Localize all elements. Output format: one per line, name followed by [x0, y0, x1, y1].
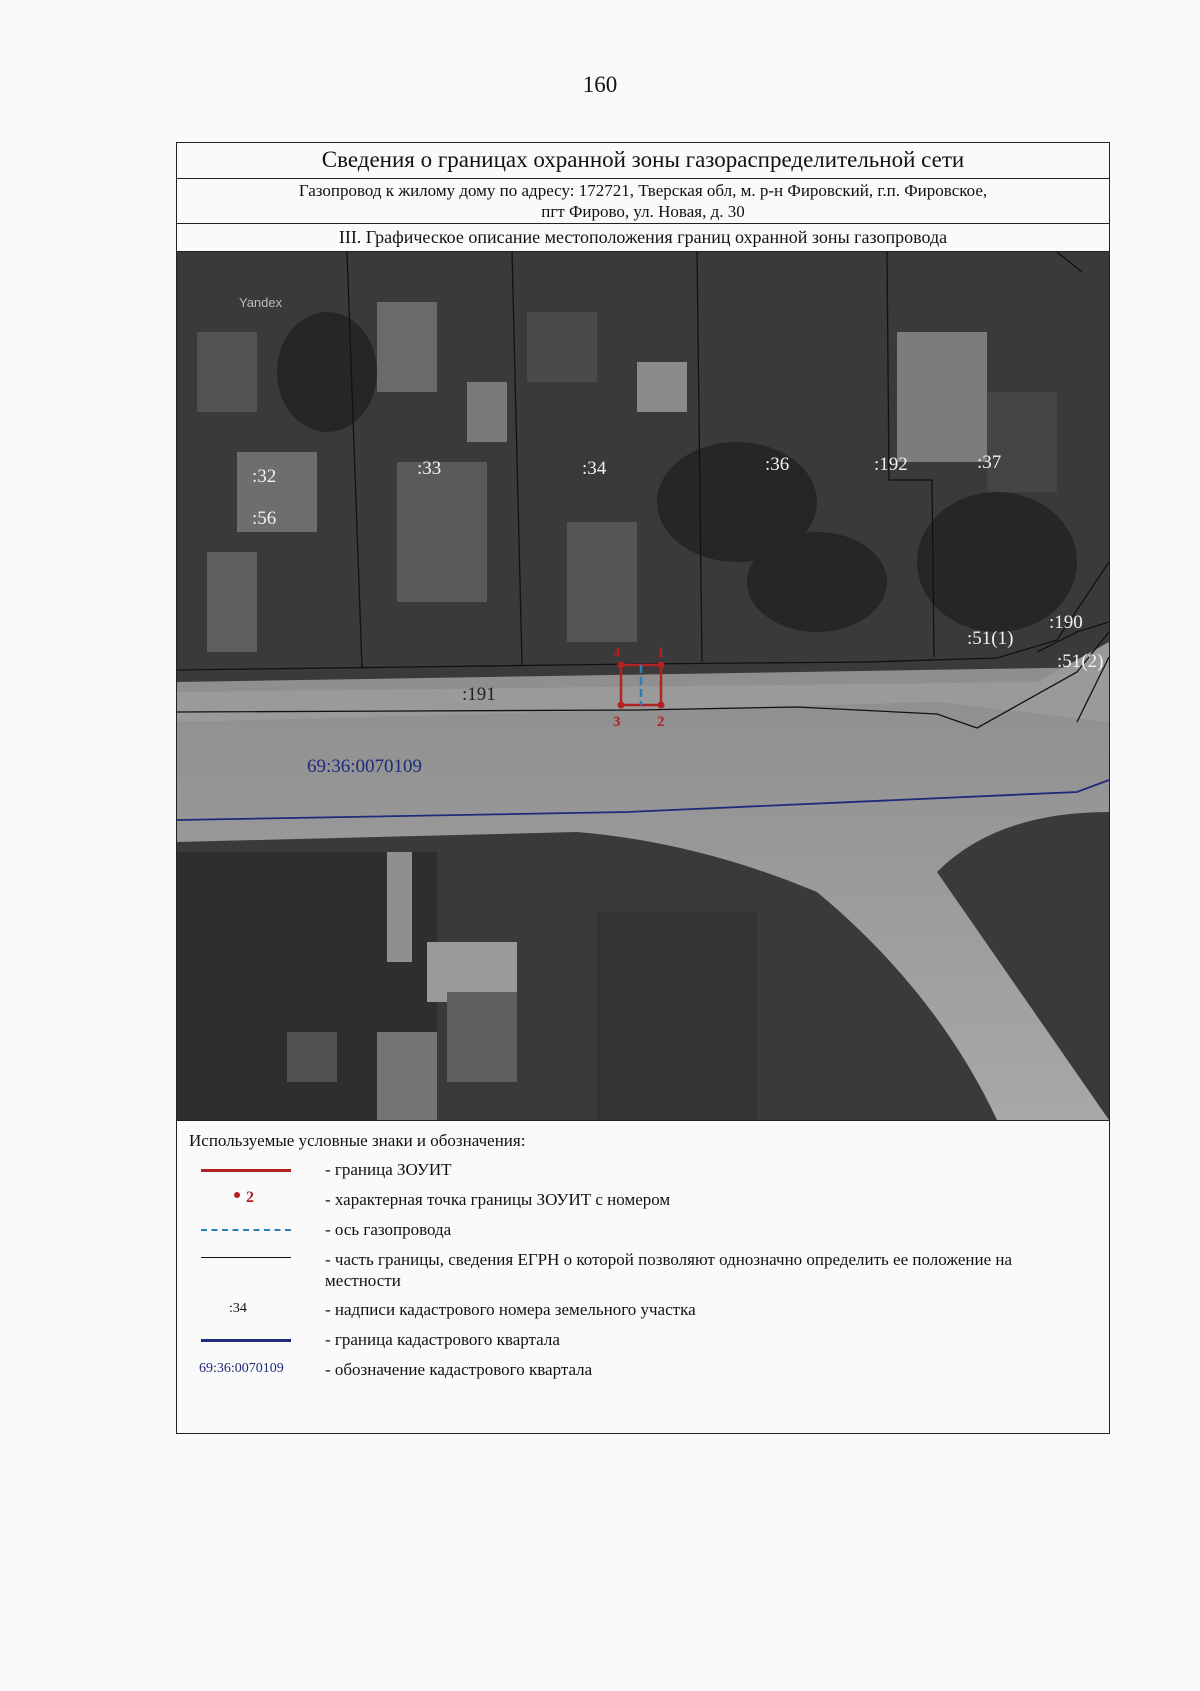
map-watermark: Yandex [239, 295, 283, 310]
map-svg [177, 252, 1109, 1120]
point-sample: 2 [246, 1189, 254, 1206]
address-line-1: Газопровод к жилому дому по адресу: 172721, Тверская обл, м. р-н Фировский, г.п. Фировское, [298, 181, 988, 200]
parcel-label-192: :192 [874, 454, 908, 475]
point-label-4: 4 [613, 645, 621, 661]
legend [177, 1121, 1109, 1381]
point-2-marker [658, 702, 665, 709]
blue-dashed-line-icon [189, 1219, 325, 1241]
quarter-label-sample: 69:36:0070109 [199, 1361, 284, 1376]
parcel-label-icon [189, 1299, 325, 1321]
parcel-label-32: :32 [252, 466, 277, 487]
red-point-icon [189, 1189, 325, 1211]
document-sheet [176, 142, 1110, 1434]
point-label-2: 2 [657, 714, 665, 730]
legend-item-quarter-boundary: - граница кадастрового квартала [189, 1329, 1109, 1351]
parcel-label-51-2: :51(2) [1057, 651, 1104, 672]
parcel-label-51-1: :51(1) [967, 628, 1014, 649]
red-line-icon [189, 1159, 325, 1181]
point-label-1: 1 [657, 645, 665, 661]
parcel-label-33: :33 [417, 458, 442, 479]
legend-item-zone-point: 2 - характерная точка границы ЗОУИТ с номером [189, 1189, 1109, 1211]
point-1-marker [658, 662, 665, 669]
parcel-label-36: :36 [765, 454, 790, 475]
legend-item-egrn-boundary: - часть границы, сведения ЕГРН о которой позволяют однозначно определить ее положение на местности [189, 1249, 1109, 1291]
address-line-2: пгт Фирово, ул. Новая, д. 30 [541, 202, 745, 221]
black-line-icon [189, 1249, 325, 1271]
parcel-label-37: :37 [977, 452, 1002, 473]
parcel-label-190: :190 [1049, 612, 1083, 633]
parcel-label-34: :34 [582, 458, 607, 479]
point-label-3: 3 [613, 714, 621, 730]
section-title: III. Графическое описание местоположения границ охранной зоны газопровода [177, 224, 1109, 252]
navy-line-icon [189, 1329, 325, 1351]
parcel-label-sample: :34 [229, 1301, 247, 1316]
point-3-marker [618, 702, 625, 709]
legend-item-zone-boundary: - граница ЗОУИТ [189, 1159, 1109, 1181]
legend-item-pipe-axis: - ось газопровода [189, 1219, 1109, 1241]
quarter-label-icon [189, 1359, 325, 1381]
parcel-label-56: :56 [252, 508, 277, 529]
page-number: 160 [582, 72, 618, 97]
cadastral-map [177, 252, 1109, 1121]
legend-title: Используемые условные знаки и обозначения: [189, 1131, 526, 1150]
legend-item-parcel-label: :34 - надписи кадастрового номера земельного участка [189, 1299, 1109, 1321]
quarter-label: 69:36:0070109 [307, 756, 423, 777]
point-4-marker [618, 662, 625, 669]
legend-item-quarter-label: 69:36:0070109 - обозначение кадастрового квартала [189, 1359, 1109, 1381]
parcel-label-191: :191 [462, 684, 496, 705]
document-title: Сведения о границах охранной зоны газораспределительной сети [177, 143, 1109, 179]
address-block [177, 179, 1109, 224]
